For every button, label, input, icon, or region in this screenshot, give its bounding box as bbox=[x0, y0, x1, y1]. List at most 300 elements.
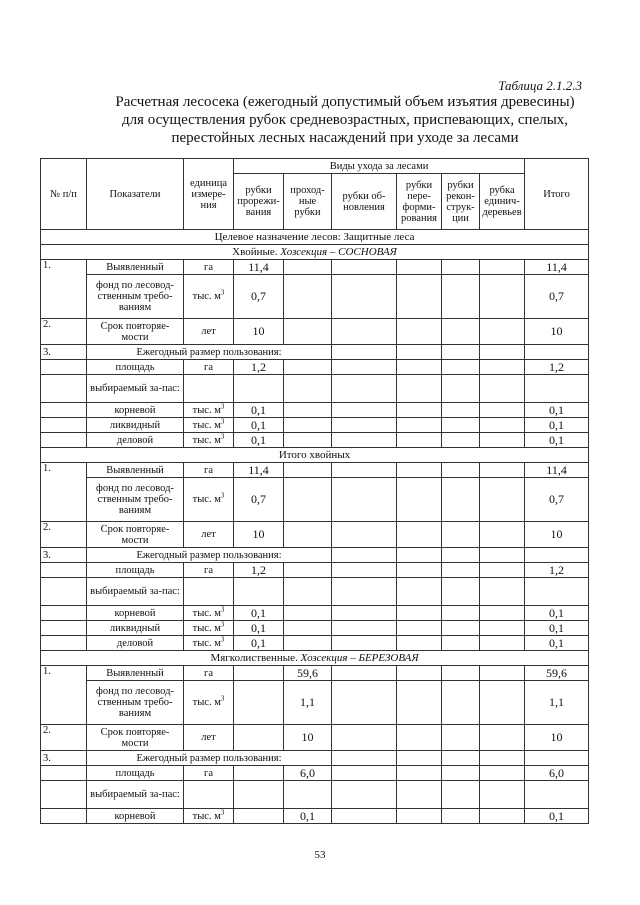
care-value: 10 bbox=[234, 319, 284, 345]
cubic-superscript: 3 bbox=[220, 402, 225, 410]
empty-cell bbox=[41, 360, 87, 375]
empty-cell bbox=[332, 751, 397, 766]
unit-text: тыс. м bbox=[192, 622, 221, 634]
indicator-label: Выявленный bbox=[87, 666, 184, 681]
total-value: 10 bbox=[525, 522, 589, 548]
empty-cell bbox=[480, 548, 525, 563]
table-row bbox=[41, 666, 589, 681]
care-value: 1,1 bbox=[284, 681, 332, 725]
empty-cell bbox=[397, 275, 442, 319]
indicator-label: Срок повторяе-мости bbox=[87, 319, 184, 345]
table-row bbox=[41, 548, 589, 563]
empty-cell bbox=[184, 375, 234, 403]
empty-cell bbox=[480, 751, 525, 766]
section-unit: Хозсекция – СОСНОВАЯ bbox=[280, 245, 397, 258]
empty-cell bbox=[332, 563, 397, 578]
empty-cell bbox=[332, 725, 397, 751]
empty-cell bbox=[234, 809, 284, 824]
empty-cell bbox=[284, 478, 332, 522]
header-num: № п/п bbox=[41, 159, 87, 230]
header-passing: проход-ные рубки bbox=[284, 174, 332, 230]
empty-cell bbox=[284, 636, 332, 651]
total-value: 6,0 bbox=[525, 766, 589, 781]
empty-cell bbox=[525, 751, 589, 766]
total-value: 0,1 bbox=[525, 433, 589, 448]
section-title bbox=[41, 651, 589, 666]
empty-cell bbox=[480, 522, 525, 548]
empty-cell bbox=[525, 781, 589, 809]
empty-cell bbox=[397, 606, 442, 621]
care-value: 0,1 bbox=[284, 809, 332, 824]
unit-cell bbox=[184, 636, 234, 651]
care-value: 59,6 bbox=[284, 666, 332, 681]
empty-cell bbox=[234, 681, 284, 725]
cubic-superscript: 3 bbox=[220, 808, 225, 816]
total-value: 0,1 bbox=[525, 809, 589, 824]
empty-cell bbox=[284, 275, 332, 319]
unit-cell: га bbox=[184, 360, 234, 375]
care-value: 1,2 bbox=[234, 360, 284, 375]
unit-text: тыс. м bbox=[192, 637, 221, 649]
table-row bbox=[41, 418, 589, 433]
total-value: 0,1 bbox=[525, 636, 589, 651]
empty-cell bbox=[284, 418, 332, 433]
empty-cell bbox=[41, 403, 87, 418]
table-row bbox=[41, 621, 589, 636]
total-value: 11,4 bbox=[525, 463, 589, 478]
table-row bbox=[41, 260, 589, 275]
care-value: 0,7 bbox=[234, 478, 284, 522]
empty-cell bbox=[284, 578, 332, 606]
header-reconstruction: рубки рекон-струк-ции bbox=[442, 174, 480, 230]
indicator-label: площадь bbox=[87, 360, 184, 375]
table-row bbox=[41, 375, 589, 403]
total-value: 1,1 bbox=[525, 681, 589, 725]
table-row bbox=[41, 766, 589, 781]
empty-cell bbox=[480, 360, 525, 375]
empty-cell bbox=[41, 375, 87, 403]
unit-cell bbox=[184, 621, 234, 636]
indicator-label: корневой bbox=[87, 403, 184, 418]
empty-cell bbox=[284, 563, 332, 578]
empty-cell bbox=[234, 725, 284, 751]
empty-cell bbox=[184, 578, 234, 606]
empty-cell bbox=[442, 751, 480, 766]
empty-cell bbox=[480, 781, 525, 809]
care-value: 6,0 bbox=[284, 766, 332, 781]
empty-cell bbox=[480, 666, 525, 681]
header-care-types: Виды ухода за лесами bbox=[234, 159, 525, 174]
empty-cell bbox=[480, 636, 525, 651]
total-value: 0,1 bbox=[525, 606, 589, 621]
table-title bbox=[90, 93, 600, 147]
empty-cell bbox=[332, 766, 397, 781]
empty-cell bbox=[442, 563, 480, 578]
indicator-label: Выявленный bbox=[87, 463, 184, 478]
empty-cell bbox=[332, 636, 397, 651]
table-row bbox=[41, 578, 589, 606]
total-value: 10 bbox=[525, 319, 589, 345]
header-unit: единица измере-ния bbox=[184, 159, 234, 230]
empty-cell bbox=[284, 360, 332, 375]
table-row bbox=[41, 433, 589, 448]
empty-cell bbox=[480, 418, 525, 433]
section-row bbox=[41, 448, 589, 463]
empty-cell bbox=[397, 781, 442, 809]
empty-cell bbox=[442, 433, 480, 448]
cubic-superscript: 3 bbox=[220, 491, 225, 500]
header-renewal: рубки об-новления bbox=[332, 174, 397, 230]
empty-cell bbox=[480, 403, 525, 418]
title-line: Расчетная лесосека (ежегодный допустимый объем изъятия древесины) bbox=[115, 94, 575, 110]
empty-cell bbox=[284, 463, 332, 478]
table-row bbox=[41, 345, 589, 360]
empty-cell bbox=[397, 548, 442, 563]
empty-cell bbox=[442, 418, 480, 433]
empty-cell bbox=[41, 606, 87, 621]
cubic-superscript: 3 bbox=[220, 605, 225, 613]
care-value: 11,4 bbox=[234, 260, 284, 275]
row-number: 3. bbox=[41, 751, 87, 766]
empty-cell bbox=[284, 375, 332, 403]
empty-cell bbox=[442, 578, 480, 606]
empty-cell bbox=[442, 725, 480, 751]
unit-cell: га bbox=[184, 666, 234, 681]
empty-cell bbox=[397, 666, 442, 681]
indicator-label: выбираемый за-пас: bbox=[87, 375, 184, 403]
cubic-superscript: 3 bbox=[220, 432, 225, 440]
section-name: Итого хвойных bbox=[278, 448, 351, 461]
empty-cell bbox=[332, 403, 397, 418]
empty-cell bbox=[332, 621, 397, 636]
section-title bbox=[41, 245, 589, 260]
header-reforming: рубки пере-форми-рования bbox=[397, 174, 442, 230]
empty-cell bbox=[397, 463, 442, 478]
empty-cell bbox=[442, 360, 480, 375]
empty-cell bbox=[397, 563, 442, 578]
empty-cell bbox=[480, 681, 525, 725]
empty-cell bbox=[442, 636, 480, 651]
header-single-trees: рубка единич-деревьев bbox=[480, 174, 525, 230]
row-number: 2. bbox=[41, 319, 87, 345]
empty-cell bbox=[397, 621, 442, 636]
row-number: 2. bbox=[41, 725, 87, 751]
empty-cell bbox=[480, 463, 525, 478]
indicator-label: деловой bbox=[87, 433, 184, 448]
unit-cell bbox=[184, 403, 234, 418]
empty-cell bbox=[480, 563, 525, 578]
indicator-label: фонд по лесовод-ственным требо-ваниям bbox=[87, 478, 184, 522]
row-number: 3. bbox=[41, 345, 87, 360]
empty-cell bbox=[397, 636, 442, 651]
care-value: 0,1 bbox=[234, 621, 284, 636]
table-row bbox=[41, 809, 589, 824]
empty-cell bbox=[41, 563, 87, 578]
empty-cell bbox=[397, 522, 442, 548]
empty-cell bbox=[332, 345, 397, 360]
empty-cell bbox=[284, 403, 332, 418]
table-row bbox=[41, 751, 589, 766]
empty-cell bbox=[332, 418, 397, 433]
empty-cell bbox=[525, 548, 589, 563]
cubic-superscript: 3 bbox=[220, 620, 225, 628]
empty-cell bbox=[234, 766, 284, 781]
empty-cell bbox=[332, 681, 397, 725]
cubic-superscript: 3 bbox=[220, 417, 225, 425]
empty-cell bbox=[284, 781, 332, 809]
care-value: 11,4 bbox=[234, 463, 284, 478]
empty-cell bbox=[480, 766, 525, 781]
section-name: Хвойные. bbox=[232, 245, 281, 258]
section-unit: Хозсекция – БЕРЕЗОВАЯ bbox=[300, 651, 419, 664]
total-value: 0,1 bbox=[525, 418, 589, 433]
empty-cell bbox=[234, 578, 284, 606]
empty-cell bbox=[41, 578, 87, 606]
empty-cell bbox=[442, 375, 480, 403]
empty-cell bbox=[397, 578, 442, 606]
empty-cell bbox=[41, 636, 87, 651]
indicator-label: выбираемый за-пас: bbox=[87, 781, 184, 809]
table-row bbox=[41, 478, 589, 522]
empty-cell bbox=[442, 345, 480, 360]
empty-cell bbox=[397, 478, 442, 522]
table-row bbox=[41, 522, 589, 548]
indicator-label: Ежегодный размер пользования: bbox=[87, 345, 332, 360]
section-row bbox=[41, 245, 589, 260]
unit-cell bbox=[184, 275, 234, 319]
empty-cell bbox=[442, 809, 480, 824]
empty-cell bbox=[397, 751, 442, 766]
empty-cell bbox=[234, 375, 284, 403]
empty-cell bbox=[442, 681, 480, 725]
unit-cell bbox=[184, 433, 234, 448]
empty-cell bbox=[442, 606, 480, 621]
row-number: 1. bbox=[41, 260, 87, 319]
care-value: 0,1 bbox=[234, 636, 284, 651]
unit-cell: лет bbox=[184, 319, 234, 345]
empty-cell bbox=[41, 418, 87, 433]
empty-cell bbox=[332, 433, 397, 448]
empty-cell bbox=[480, 345, 525, 360]
unit-text: тыс. м bbox=[192, 434, 221, 446]
empty-cell bbox=[41, 766, 87, 781]
empty-cell bbox=[332, 319, 397, 345]
indicator-label: выбираемый за-пас: bbox=[87, 578, 184, 606]
empty-cell bbox=[234, 781, 284, 809]
header-indicators: Показатели bbox=[87, 159, 184, 230]
empty-cell bbox=[480, 809, 525, 824]
unit-cell: лет bbox=[184, 522, 234, 548]
unit-cell: лет bbox=[184, 725, 234, 751]
empty-cell bbox=[41, 809, 87, 824]
indicator-label: деловой bbox=[87, 636, 184, 651]
indicator-label: корневой bbox=[87, 606, 184, 621]
indicator-label: площадь bbox=[87, 563, 184, 578]
unit-cell: га bbox=[184, 766, 234, 781]
empty-cell bbox=[284, 319, 332, 345]
table-row bbox=[41, 681, 589, 725]
empty-cell bbox=[332, 360, 397, 375]
table-row bbox=[41, 725, 589, 751]
unit-cell bbox=[184, 681, 234, 725]
unit-cell bbox=[184, 418, 234, 433]
empty-cell bbox=[397, 809, 442, 824]
table-row bbox=[41, 275, 589, 319]
empty-cell bbox=[480, 606, 525, 621]
empty-cell bbox=[284, 433, 332, 448]
empty-cell bbox=[525, 345, 589, 360]
empty-cell bbox=[284, 522, 332, 548]
empty-cell bbox=[397, 403, 442, 418]
empty-cell bbox=[397, 345, 442, 360]
empty-cell bbox=[397, 375, 442, 403]
empty-cell bbox=[480, 433, 525, 448]
empty-cell bbox=[397, 681, 442, 725]
empty-cell bbox=[332, 809, 397, 824]
empty-cell bbox=[397, 418, 442, 433]
empty-cell bbox=[41, 781, 87, 809]
empty-cell bbox=[442, 319, 480, 345]
unit-text: тыс. м bbox=[192, 291, 221, 302]
indicator-label: Ежегодный размер пользования: bbox=[87, 548, 332, 563]
empty-cell bbox=[284, 621, 332, 636]
empty-cell bbox=[332, 375, 397, 403]
unit-cell bbox=[184, 478, 234, 522]
indicator-label: Выявленный bbox=[87, 260, 184, 275]
empty-cell bbox=[332, 260, 397, 275]
care-value: 10 bbox=[284, 725, 332, 751]
title-line: перестойных лесных насаждений при уходе за лесами bbox=[171, 130, 519, 146]
section-row bbox=[41, 651, 589, 666]
empty-cell bbox=[332, 522, 397, 548]
section-name: Мягколиственные. bbox=[210, 651, 301, 664]
empty-cell bbox=[442, 781, 480, 809]
unit-cell: га bbox=[184, 463, 234, 478]
header-thinning: рубки прорежи-вания bbox=[234, 174, 284, 230]
empty-cell bbox=[397, 260, 442, 275]
care-value: 0,7 bbox=[234, 275, 284, 319]
indicator-label: ликвидный bbox=[87, 621, 184, 636]
cubic-superscript: 3 bbox=[220, 288, 225, 297]
unit-cell: га bbox=[184, 260, 234, 275]
total-value: 0,1 bbox=[525, 621, 589, 636]
cubic-superscript: 3 bbox=[220, 635, 225, 643]
empty-cell bbox=[442, 522, 480, 548]
empty-cell bbox=[41, 433, 87, 448]
empty-cell bbox=[332, 781, 397, 809]
care-value: 0,1 bbox=[234, 418, 284, 433]
empty-cell bbox=[442, 275, 480, 319]
unit-cell: га bbox=[184, 563, 234, 578]
empty-cell bbox=[480, 319, 525, 345]
table-row bbox=[41, 781, 589, 809]
unit-text: тыс. м bbox=[192, 607, 221, 619]
table-row bbox=[41, 360, 589, 375]
indicator-label: корневой bbox=[87, 809, 184, 824]
purpose-row: Целевое назначение лесов: Защитные леса bbox=[41, 230, 589, 245]
empty-cell bbox=[442, 621, 480, 636]
care-value: 1,2 bbox=[234, 563, 284, 578]
unit-cell bbox=[184, 809, 234, 824]
empty-cell bbox=[332, 478, 397, 522]
total-value: 0,1 bbox=[525, 403, 589, 418]
empty-cell bbox=[332, 463, 397, 478]
empty-cell bbox=[397, 360, 442, 375]
care-value: 10 bbox=[234, 522, 284, 548]
empty-cell bbox=[442, 403, 480, 418]
table-row bbox=[41, 636, 589, 651]
empty-cell bbox=[442, 463, 480, 478]
empty-cell bbox=[332, 606, 397, 621]
empty-cell bbox=[480, 260, 525, 275]
empty-cell bbox=[480, 578, 525, 606]
total-value: 59,6 bbox=[525, 666, 589, 681]
empty-cell bbox=[234, 666, 284, 681]
table-row bbox=[41, 563, 589, 578]
empty-cell bbox=[41, 621, 87, 636]
row-number: 2. bbox=[41, 522, 87, 548]
unit-cell bbox=[184, 606, 234, 621]
row-number: 1. bbox=[41, 666, 87, 725]
empty-cell bbox=[480, 375, 525, 403]
indicator-label: Ежегодный размер пользования: bbox=[87, 751, 332, 766]
empty-cell bbox=[442, 548, 480, 563]
indicator-label: ликвидный bbox=[87, 418, 184, 433]
care-value: 0,1 bbox=[234, 433, 284, 448]
empty-cell bbox=[284, 606, 332, 621]
row-number: 3. bbox=[41, 548, 87, 563]
unit-text: тыс. м bbox=[192, 810, 221, 822]
care-value: 0,1 bbox=[234, 606, 284, 621]
page-number: 53 bbox=[314, 849, 326, 861]
table-row bbox=[41, 403, 589, 418]
empty-cell bbox=[397, 433, 442, 448]
empty-cell bbox=[442, 666, 480, 681]
unit-text: тыс. м bbox=[192, 697, 221, 708]
empty-cell bbox=[480, 621, 525, 636]
unit-text: тыс. м bbox=[192, 404, 221, 416]
empty-cell bbox=[525, 578, 589, 606]
empty-cell bbox=[397, 725, 442, 751]
unit-text: тыс. м bbox=[192, 494, 221, 505]
empty-cell bbox=[442, 478, 480, 522]
header-total: Итого bbox=[525, 159, 589, 230]
empty-cell bbox=[480, 725, 525, 751]
empty-cell bbox=[332, 578, 397, 606]
total-value: 10 bbox=[525, 725, 589, 751]
empty-cell bbox=[480, 275, 525, 319]
table-number: Таблица 2.1.2.3 bbox=[498, 78, 582, 93]
empty-cell bbox=[525, 375, 589, 403]
table-row bbox=[41, 319, 589, 345]
indicator-label: Срок повторяе-мости bbox=[87, 725, 184, 751]
indicator-label: Срок повторяе-мости bbox=[87, 522, 184, 548]
table-row bbox=[41, 606, 589, 621]
total-value: 1,2 bbox=[525, 360, 589, 375]
total-value: 1,2 bbox=[525, 563, 589, 578]
empty-cell bbox=[332, 275, 397, 319]
indicator-label: фонд по лесовод-ственным требо-ваниям bbox=[87, 275, 184, 319]
empty-cell bbox=[284, 260, 332, 275]
row-number: 1. bbox=[41, 463, 87, 522]
total-value: 11,4 bbox=[525, 260, 589, 275]
care-value: 0,1 bbox=[234, 403, 284, 418]
cubic-superscript: 3 bbox=[220, 694, 225, 703]
indicator-label: площадь bbox=[87, 766, 184, 781]
empty-cell bbox=[397, 319, 442, 345]
empty-cell bbox=[184, 781, 234, 809]
total-value: 0,7 bbox=[525, 478, 589, 522]
